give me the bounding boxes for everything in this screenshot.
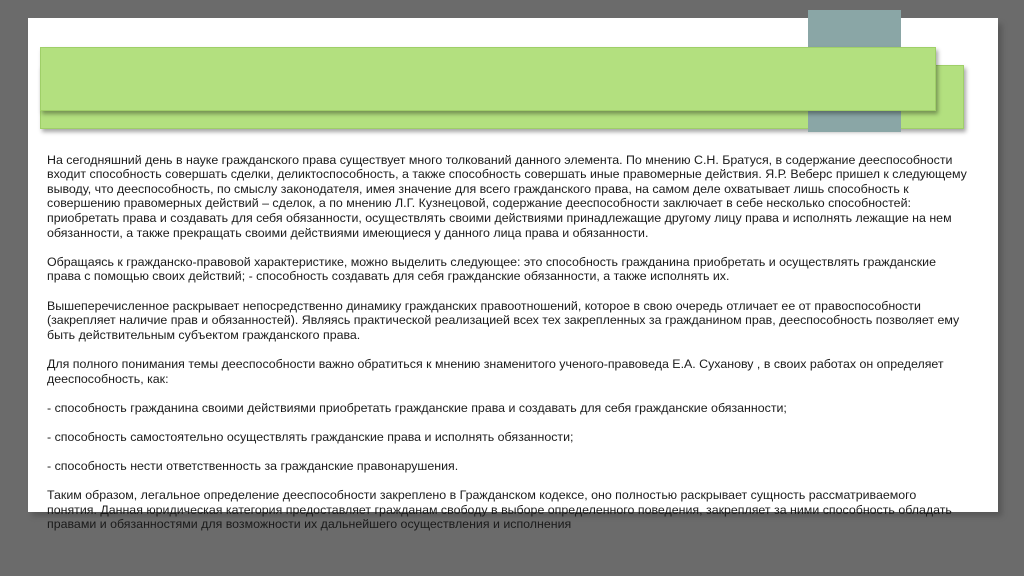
list-item-1: - способность гражданина своими действиями приобретать гражданские права и создавать для себя гражданские обязанности; [47, 400, 787, 415]
title-bar-overlay [40, 47, 936, 111]
paragraph-3: Вышеперечисленное раскрывает непосредственно динамику гражданских правоотношений, которое в свою очередь отличает ее от правоспособности (закрепляет наличие прав и обязанностей). Являясь практической реализацией всех тех закрепленных за гражданином прав, дееспособность позволяет ему быть действительным субъектом гражданского права. [47, 298, 960, 342]
paragraph-5: Таким образом, легальное определение дееспособности закреплено в Гражданском кодексе, оно полностью раскрывает сущность рассматриваемого понятия. Данная юридическая категория предоставляет гражданам свободу в выборе определенного поведения, закрепляет за ними способность обладать правами и обязанностями для возможности их дальнейшего осуществления и исполнения [47, 488, 952, 532]
paragraph-1: На сегодняшний день в науке гражданского права существует много толкований данного элемента. По мнению С.Н. Братуся, в содержание дееспособности входит способность совершать сделки, деликтоспособность, а также способность совершать иные правомерные действия. Я.Р. Веберс пришел к следующему выводу, что дееспособность, по смыслу законодателя, имея значение для всего гражданского права, на самом деле охватывает лишь способность к совершению правомерных действий – сделок, а по мнению Л.Г. Кузнецовой, содержание дееспособности заключает в себе несколько способностей: приобретать права и создавать для себя обязанности, осуществлять своими действиями принадлежащие другому лицу права и исполнять лежащие на нем обязанности, а также прекращать своими действиями имеющиеся у данного лица права и обязанности. [47, 152, 967, 240]
list-item-2: - способность самостоятельно осуществлять гражданские права и исполнять обязанности; [47, 429, 574, 444]
slide-body-text [47, 138, 967, 547]
paragraph-4: Для полного понимания темы дееспособности важно обратиться к мнению знаменитого ученого-правоведа Е.А. Суханову , в своих работах он определяет дееспособность, как: [47, 356, 944, 386]
list-item-3: - способность нести ответственность за гражданские правонарушения. [47, 459, 459, 474]
paragraph-2: Обращаясь к гражданско-правовой характеристике, можно выделить следующее: это способность гражданина приобретать и осуществлять гражданские права с помощью своих действий; - способность создавать для себя гражданские обязанности, а также исполнять их. [47, 254, 936, 284]
